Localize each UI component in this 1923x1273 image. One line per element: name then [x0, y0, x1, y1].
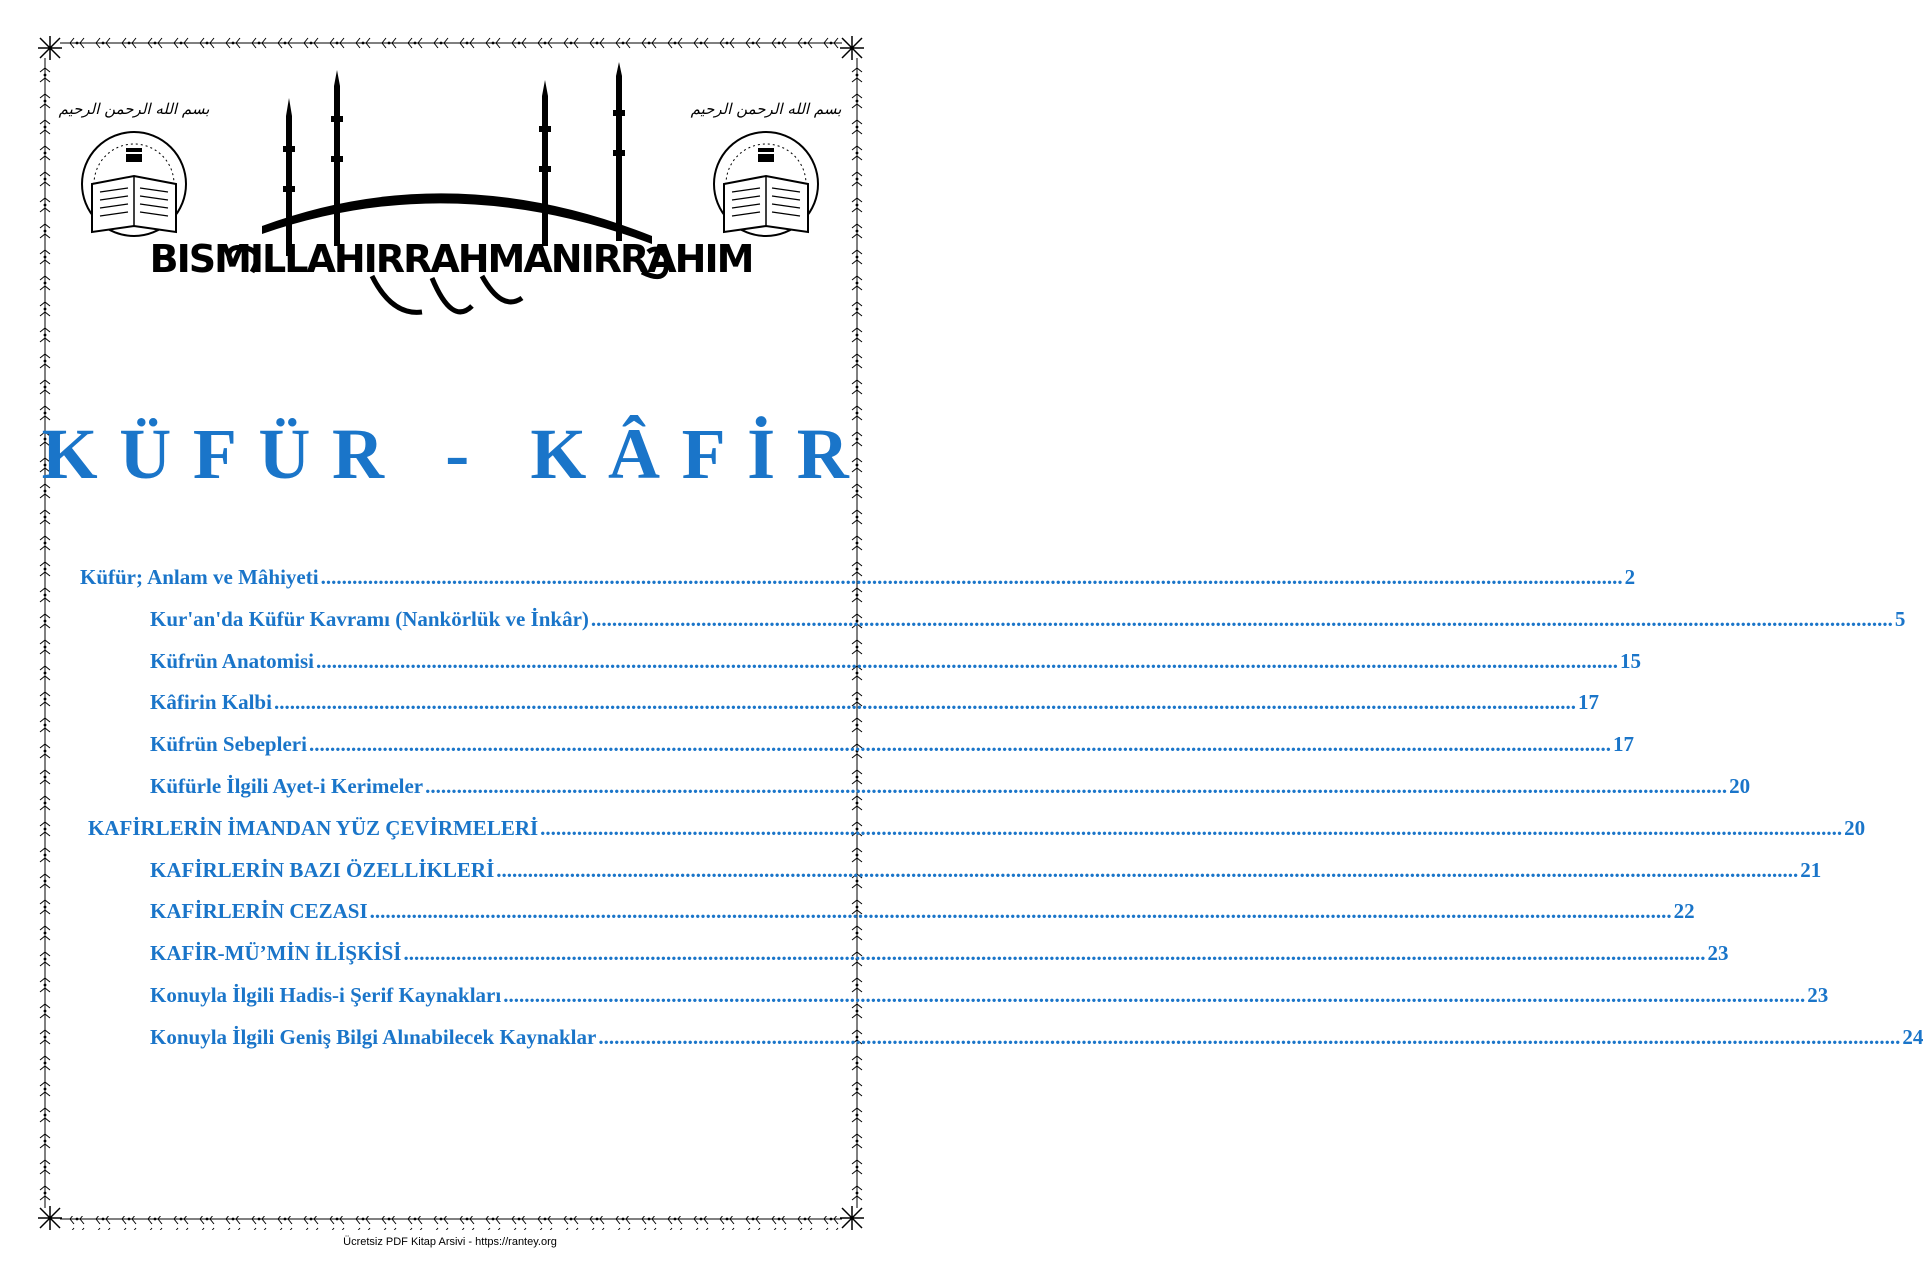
toc-leader-dots — [598, 1027, 1900, 1048]
toc-entry-label: Konuyla İlgili Hadis-i Şerif Kaynakları — [150, 983, 502, 1007]
toc-entry-label: Kâfirin Kalbi — [150, 690, 272, 715]
toc-entry-label: KAFİR-MÜ’MİN İLİŞKİSİ — [150, 941, 402, 966]
toc-entry-page: 21 — [1800, 857, 1822, 882]
toc-entry-label: Kur'an'da Küfür Kavramı (Nankörlük ve İnkâr) — [150, 606, 589, 631]
toc-entry[interactable] — [150, 899, 1695, 924]
toc-entry-page: 23 — [1707, 941, 1729, 966]
toc-leader-dots — [274, 692, 1576, 713]
toc-entry[interactable] — [150, 857, 1822, 882]
toc-leader-dots — [496, 860, 1798, 881]
toc-entry-label: Küfrün Sebepleri — [150, 732, 307, 757]
seal-right-inscription: بسم الله الرحمن الرحيم — [690, 100, 842, 118]
toc-leader-dots — [321, 567, 1623, 588]
toc-entry[interactable] — [150, 648, 1641, 673]
bismillah-calligraphy — [149, 76, 753, 326]
toc-entry-page: 24 — [1902, 1024, 1923, 1049]
toc-entry[interactable] — [150, 606, 1906, 631]
toc-entry-label: Küfür; Anlam ve Mâhiyeti — [80, 565, 319, 589]
seal-left-inscription: بسم الله الرحمن الرحيم — [58, 100, 210, 118]
toc-leader-dots — [540, 818, 1842, 839]
toc-entry[interactable] — [150, 690, 1599, 715]
toc-entry-page: 5 — [1894, 606, 1906, 631]
toc-entry-label: Küfürle İlgili Ayet-i Kerimeler — [150, 774, 424, 798]
toc-entry-page: 20 — [1729, 774, 1751, 798]
toc-leader-dots — [403, 943, 1705, 964]
toc-entry[interactable] — [80, 565, 1636, 589]
seal-left-emblem — [58, 92, 210, 244]
toc-entry-page: 17 — [1577, 690, 1599, 715]
toc-entry-label: KAFİRLERİN CEZASI — [150, 899, 368, 924]
toc-entry-label: KAFİRLERİN İMANDAN YÜZ ÇEVİRMELERİ — [88, 815, 539, 840]
toc-entry-page: 2 — [1624, 565, 1636, 589]
toc-leader-dots — [316, 651, 1618, 672]
toc-entry-page: 22 — [1673, 899, 1695, 924]
toc-leader-dots — [591, 609, 1893, 630]
toc-entry[interactable] — [150, 983, 1829, 1007]
toc-entry-page: 20 — [1844, 815, 1866, 840]
toc-entry-page: 23 — [1807, 983, 1829, 1007]
seal-right-emblem — [690, 92, 842, 244]
toc-entry[interactable] — [150, 1024, 1923, 1049]
toc-entry[interactable] — [150, 774, 1751, 798]
toc-entry[interactable] — [150, 941, 1729, 966]
toc-entry-label: Küfrün Anatomisi — [150, 648, 314, 673]
toc-leader-dots — [309, 734, 1611, 755]
calligraphy-text: BISMILLAHIRRAHMANIRRAHIM — [149, 237, 753, 281]
toc-leader-dots — [503, 985, 1805, 1006]
toc-leader-dots — [425, 776, 1727, 797]
toc-leader-dots — [370, 901, 1672, 922]
page-title: KÜFÜR - KÂFİR — [41, 414, 871, 494]
toc-entry-label: KAFİRLERİN BAZI ÖZELLİKLERİ — [150, 857, 495, 882]
toc-entry-label: Konuyla İlgili Geniş Bilgi Alınabilecek Kaynaklar — [150, 1024, 597, 1049]
toc-entry-page: 17 — [1612, 732, 1634, 757]
toc-entry[interactable] — [150, 732, 1634, 757]
toc-entry-page: 15 — [1619, 648, 1641, 673]
footer-text: Ücretsiz PDF Kitap Arsivi - https://rantey.org — [343, 1236, 557, 1248]
toc-entry[interactable] — [88, 815, 1866, 840]
